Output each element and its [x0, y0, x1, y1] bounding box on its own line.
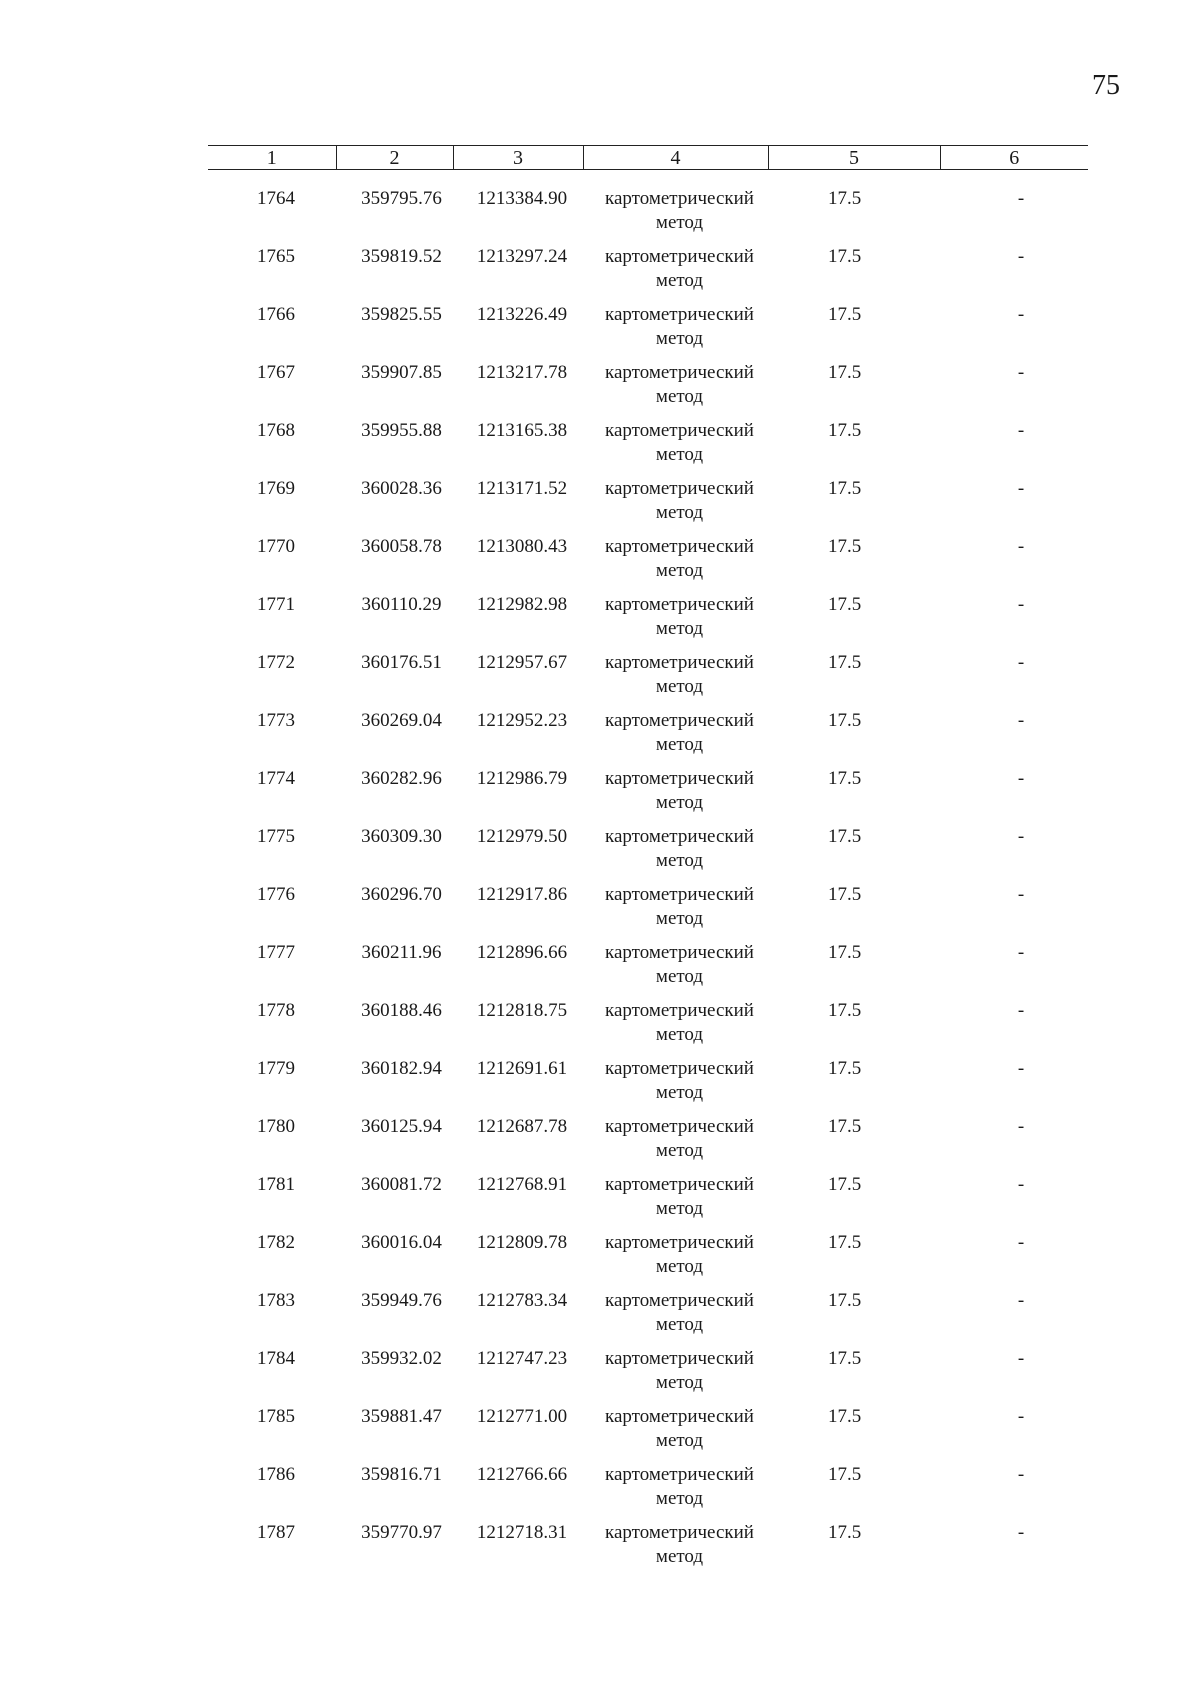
- method-cell: [583, 883, 768, 941]
- method-line-2: метод: [655, 444, 704, 465]
- accuracy-cell: 17.5: [828, 1348, 862, 1369]
- x-coordinate-cell: 360188.46: [361, 1000, 442, 1021]
- method-line-2: метод: [655, 734, 704, 755]
- point-id-cell: 1768: [257, 420, 295, 441]
- x-coordinate-cell: 359816.71: [361, 1464, 442, 1485]
- accuracy-cell: 17.5: [828, 478, 862, 499]
- point-id-cell: 1782: [257, 1232, 295, 1253]
- point-id-cell: 1783: [257, 1290, 295, 1311]
- point-id-cell: 1764: [257, 188, 295, 209]
- note-cell: -: [1017, 1290, 1025, 1311]
- method-cell: [583, 361, 768, 419]
- method-line-2: метод: [655, 270, 704, 291]
- page-number: 75: [1092, 70, 1120, 101]
- method-line-1: картометрический: [605, 188, 754, 209]
- accuracy-cell: 17.5: [828, 188, 862, 209]
- point-id-cell: 1780: [257, 1116, 295, 1137]
- note-cell: -: [1017, 420, 1025, 441]
- y-coordinate-cell: 1213384.90: [476, 188, 568, 209]
- y-coordinate-cell: 1213217.78: [476, 362, 568, 383]
- column-header-6: 6: [940, 146, 1088, 170]
- accuracy-cell: 17.5: [828, 768, 862, 789]
- note-cell: -: [1017, 1116, 1025, 1137]
- accuracy-cell: 17.5: [828, 652, 862, 673]
- point-id-cell: 1772: [257, 652, 295, 673]
- column-header-3: 3: [453, 146, 583, 170]
- x-coordinate-cell: 359955.88: [361, 420, 442, 441]
- accuracy-cell: 17.5: [828, 304, 862, 325]
- method-line-1: картометрический: [605, 1522, 754, 1543]
- y-coordinate-cell: 1212771.00: [476, 1406, 568, 1427]
- method-line-1: картометрический: [605, 594, 754, 615]
- note-cell: -: [1017, 710, 1025, 731]
- y-coordinate-cell: 1213080.43: [476, 536, 568, 557]
- x-coordinate-cell: 360211.96: [361, 942, 442, 963]
- table-row: [208, 941, 1088, 999]
- method-cell: [583, 245, 768, 303]
- note-cell: -: [1017, 1232, 1025, 1253]
- accuracy-cell: 17.5: [828, 1058, 862, 1079]
- y-coordinate-cell: 1212687.78: [476, 1116, 568, 1137]
- method-line-1: картометрический: [605, 1348, 754, 1369]
- x-coordinate-cell: 359819.52: [361, 246, 442, 267]
- table-row: [208, 883, 1088, 941]
- x-coordinate-cell: 360058.78: [361, 536, 442, 557]
- method-line-1: картометрический: [605, 1116, 754, 1137]
- method-cell: [583, 303, 768, 361]
- y-coordinate-cell: 1213226.49: [476, 304, 568, 325]
- x-coordinate-cell: 359795.76: [361, 188, 442, 209]
- accuracy-cell: 17.5: [828, 594, 862, 615]
- y-coordinate-cell: 1213297.24: [476, 246, 568, 267]
- y-coordinate-cell: 1212747.23: [476, 1348, 568, 1369]
- y-coordinate-cell: 1212979.50: [476, 826, 568, 847]
- x-coordinate-cell: 360309.30: [361, 826, 442, 847]
- note-cell: -: [1017, 768, 1025, 789]
- method-cell: [583, 709, 768, 767]
- point-id-cell: 1779: [257, 1058, 295, 1079]
- method-line-2: метод: [655, 1256, 704, 1277]
- method-cell: [583, 651, 768, 709]
- point-id-cell: 1777: [257, 942, 295, 963]
- note-cell: -: [1017, 1174, 1025, 1195]
- table-row: [208, 1463, 1088, 1521]
- method-line-2: метод: [655, 1140, 704, 1161]
- note-cell: -: [1017, 304, 1025, 325]
- table-header: [208, 146, 1088, 170]
- point-id-cell: 1776: [257, 884, 295, 905]
- point-id-cell: 1784: [257, 1348, 295, 1369]
- note-cell: -: [1017, 1348, 1025, 1369]
- method-line-1: картометрический: [605, 1290, 754, 1311]
- method-cell: [583, 419, 768, 477]
- note-cell: -: [1017, 652, 1025, 673]
- method-line-1: картометрический: [605, 1174, 754, 1195]
- table-row: [208, 767, 1088, 825]
- y-coordinate-cell: 1212783.34: [476, 1290, 568, 1311]
- accuracy-cell: 17.5: [828, 710, 862, 731]
- x-coordinate-cell: 360269.04: [361, 710, 442, 731]
- x-coordinate-cell: 360182.94: [361, 1058, 442, 1079]
- point-id-cell: 1787: [257, 1522, 295, 1543]
- method-line-1: картометрический: [605, 826, 754, 847]
- table-row: [208, 1231, 1088, 1289]
- point-id-cell: 1769: [257, 478, 295, 499]
- table-row: [208, 361, 1088, 419]
- accuracy-cell: 17.5: [828, 942, 862, 963]
- method-line-1: картометрический: [605, 884, 754, 905]
- table-row: [208, 170, 1088, 246]
- note-cell: -: [1017, 1406, 1025, 1427]
- table-row: [208, 825, 1088, 883]
- method-line-2: метод: [655, 212, 704, 233]
- y-coordinate-cell: 1212718.31: [476, 1522, 568, 1543]
- accuracy-cell: 17.5: [828, 536, 862, 557]
- method-line-2: метод: [655, 1198, 704, 1219]
- x-coordinate-cell: 360176.51: [361, 652, 442, 673]
- x-coordinate-cell: 359907.85: [361, 362, 442, 383]
- accuracy-cell: 17.5: [828, 1116, 862, 1137]
- table-row: [208, 1115, 1088, 1173]
- table-row: [208, 1057, 1088, 1115]
- accuracy-cell: 17.5: [828, 420, 862, 441]
- method-line-2: метод: [655, 676, 704, 697]
- column-header-5: 5: [768, 146, 940, 170]
- method-cell: [583, 941, 768, 999]
- y-coordinate-cell: 1212818.75: [476, 1000, 568, 1021]
- accuracy-cell: 17.5: [828, 362, 862, 383]
- x-coordinate-cell: 360110.29: [361, 594, 442, 615]
- method-line-1: картометрический: [605, 1058, 754, 1079]
- method-line-1: картометрический: [605, 1406, 754, 1427]
- y-coordinate-cell: 1212917.86: [476, 884, 568, 905]
- method-cell: [583, 593, 768, 651]
- method-line-1: картометрический: [605, 652, 754, 673]
- column-header-1: 1: [208, 146, 336, 170]
- accuracy-cell: 17.5: [828, 1522, 862, 1543]
- note-cell: -: [1017, 826, 1025, 847]
- method-cell: [583, 535, 768, 593]
- method-cell: [583, 1521, 768, 1579]
- point-id-cell: 1781: [257, 1174, 295, 1195]
- table-body: [208, 170, 1088, 1580]
- method-line-1: картометрический: [605, 478, 754, 499]
- method-cell: [583, 1405, 768, 1463]
- method-line-2: метод: [655, 560, 704, 581]
- note-cell: -: [1017, 536, 1025, 557]
- method-cell: [583, 1463, 768, 1521]
- table-row: [208, 1347, 1088, 1405]
- y-coordinate-cell: 1213171.52: [476, 478, 568, 499]
- accuracy-cell: 17.5: [828, 1000, 862, 1021]
- point-id-cell: 1773: [257, 710, 295, 731]
- column-header-2: 2: [336, 146, 453, 170]
- point-id-cell: 1786: [257, 1464, 295, 1485]
- point-id-cell: 1770: [257, 536, 295, 557]
- table-row: [208, 1173, 1088, 1231]
- note-cell: -: [1017, 1058, 1025, 1079]
- method-line-1: картометрический: [605, 942, 754, 963]
- note-cell: -: [1017, 1464, 1025, 1485]
- note-cell: -: [1017, 1522, 1025, 1543]
- y-coordinate-cell: 1212766.66: [476, 1464, 568, 1485]
- x-coordinate-cell: 360296.70: [361, 884, 442, 905]
- point-id-cell: 1774: [257, 768, 295, 789]
- y-coordinate-cell: 1212691.61: [476, 1058, 568, 1079]
- method-line-2: метод: [655, 502, 704, 523]
- method-line-1: картометрический: [605, 1232, 754, 1253]
- x-coordinate-cell: 360125.94: [361, 1116, 442, 1137]
- method-line-2: метод: [655, 386, 704, 407]
- table-row: [208, 477, 1088, 535]
- x-coordinate-cell: 359825.55: [361, 304, 442, 325]
- method-line-2: метод: [655, 850, 704, 871]
- method-cell: [583, 1115, 768, 1173]
- method-cell: [583, 1231, 768, 1289]
- method-cell: [583, 999, 768, 1057]
- point-id-cell: 1765: [257, 246, 295, 267]
- method-line-2: метод: [655, 1546, 704, 1567]
- method-line-2: метод: [655, 618, 704, 639]
- method-cell: [583, 767, 768, 825]
- method-cell: [583, 1289, 768, 1347]
- table-row: [208, 303, 1088, 361]
- method-line-2: метод: [655, 1372, 704, 1393]
- point-id-cell: 1775: [257, 826, 295, 847]
- table-row: [208, 1289, 1088, 1347]
- method-line-1: картометрический: [605, 362, 754, 383]
- method-line-2: метод: [655, 1024, 704, 1045]
- method-cell: [583, 1347, 768, 1405]
- y-coordinate-cell: 1213165.38: [476, 420, 568, 441]
- coordinates-table-container: [208, 145, 1088, 1579]
- y-coordinate-cell: 1212768.91: [476, 1174, 568, 1195]
- method-line-2: метод: [655, 1082, 704, 1103]
- point-id-cell: 1766: [257, 304, 295, 325]
- method-cell: [583, 825, 768, 883]
- accuracy-cell: 17.5: [828, 1464, 862, 1485]
- table-row: [208, 245, 1088, 303]
- y-coordinate-cell: 1212957.67: [476, 652, 568, 673]
- method-line-1: картометрический: [605, 768, 754, 789]
- table-row: [208, 535, 1088, 593]
- method-line-1: картометрический: [605, 246, 754, 267]
- table-row: [208, 651, 1088, 709]
- note-cell: -: [1017, 246, 1025, 267]
- accuracy-cell: 17.5: [828, 1290, 862, 1311]
- method-line-1: картометрический: [605, 304, 754, 325]
- method-line-1: картометрический: [605, 710, 754, 731]
- y-coordinate-cell: 1212809.78: [476, 1232, 568, 1253]
- table-row: [208, 1405, 1088, 1463]
- x-coordinate-cell: 360028.36: [361, 478, 442, 499]
- accuracy-cell: 17.5: [828, 826, 862, 847]
- accuracy-cell: 17.5: [828, 1406, 862, 1427]
- point-id-cell: 1778: [257, 1000, 295, 1021]
- method-line-2: метод: [655, 908, 704, 929]
- method-line-2: метод: [655, 792, 704, 813]
- note-cell: -: [1017, 362, 1025, 383]
- method-line-2: метод: [655, 1430, 704, 1451]
- method-line-2: метод: [655, 1488, 704, 1509]
- coordinates-table: [208, 145, 1088, 1579]
- method-line-1: картометрический: [605, 1000, 754, 1021]
- note-cell: -: [1017, 188, 1025, 209]
- table-row: [208, 999, 1088, 1057]
- method-cell: [583, 170, 768, 246]
- method-line-2: метод: [655, 966, 704, 987]
- method-cell: [583, 1057, 768, 1115]
- x-coordinate-cell: 359949.76: [361, 1290, 442, 1311]
- point-id-cell: 1771: [257, 594, 295, 615]
- table-header-row: [208, 146, 1088, 170]
- y-coordinate-cell: 1212986.79: [476, 768, 568, 789]
- method-line-1: картометрический: [605, 536, 754, 557]
- x-coordinate-cell: 360081.72: [361, 1174, 442, 1195]
- table-row: [208, 419, 1088, 477]
- accuracy-cell: 17.5: [828, 884, 862, 905]
- note-cell: -: [1017, 478, 1025, 499]
- y-coordinate-cell: 1212952.23: [476, 710, 568, 731]
- accuracy-cell: 17.5: [828, 1174, 862, 1195]
- note-cell: -: [1017, 594, 1025, 615]
- x-coordinate-cell: 360016.04: [361, 1232, 442, 1253]
- y-coordinate-cell: 1212982.98: [476, 594, 568, 615]
- point-id-cell: 1785: [257, 1406, 295, 1427]
- column-header-4: 4: [583, 146, 768, 170]
- method-line-2: метод: [655, 1314, 704, 1335]
- x-coordinate-cell: 359770.97: [361, 1522, 442, 1543]
- note-cell: -: [1017, 1000, 1025, 1021]
- x-coordinate-cell: 359881.47: [361, 1406, 442, 1427]
- table-row: [208, 1521, 1088, 1579]
- point-id-cell: 1767: [257, 362, 295, 383]
- note-cell: -: [1017, 942, 1025, 963]
- method-line-2: метод: [655, 328, 704, 349]
- y-coordinate-cell: 1212896.66: [476, 942, 568, 963]
- method-line-1: картометрический: [605, 1464, 754, 1485]
- accuracy-cell: 17.5: [828, 246, 862, 267]
- method-cell: [583, 1173, 768, 1231]
- table-row: [208, 709, 1088, 767]
- method-cell: [583, 477, 768, 535]
- note-cell: -: [1017, 884, 1025, 905]
- table-row: [208, 593, 1088, 651]
- method-line-1: картометрический: [605, 420, 754, 441]
- accuracy-cell: 17.5: [828, 1232, 862, 1253]
- x-coordinate-cell: 359932.02: [361, 1348, 442, 1369]
- x-coordinate-cell: 360282.96: [361, 768, 442, 789]
